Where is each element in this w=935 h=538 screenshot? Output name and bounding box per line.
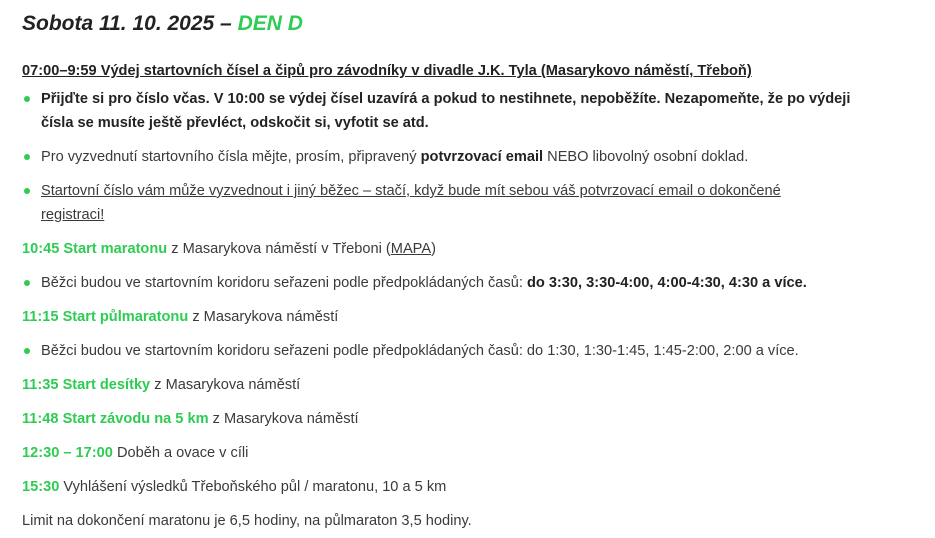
finish-row bbox=[22, 441, 248, 465]
bullet-text-part: Pro vyzvednutí startovního čísla mějte, prosím, připravený bbox=[41, 149, 421, 165]
awards-row bbox=[22, 475, 446, 499]
pickup-heading bbox=[22, 59, 752, 83]
day-date: Sobota 11. 10. 2025 bbox=[22, 12, 215, 35]
awards-time: 15:30 bbox=[22, 479, 60, 495]
half-row bbox=[22, 305, 338, 329]
bullet-text bbox=[41, 271, 882, 295]
pickup-bullet-2 bbox=[22, 145, 882, 169]
ten-time: 11:35 Start desítky bbox=[22, 377, 151, 393]
marathon-time: 10:45 Start maratonu bbox=[22, 241, 168, 257]
marathon-bullet bbox=[22, 271, 882, 295]
five-row bbox=[22, 407, 359, 431]
bullet-text-part: Běžci budou ve startovním koridoru seřazeni podle předpokládaných časů: bbox=[41, 275, 527, 291]
finish-time: 12:30 – 17:00 bbox=[22, 445, 113, 461]
bullet-dot-icon bbox=[24, 154, 30, 160]
finish-text: Doběh a ovace v cíli bbox=[112, 445, 249, 461]
bullet-text bbox=[41, 179, 882, 227]
half-text: z Masarykova náměstí bbox=[188, 309, 339, 325]
five-time: 11:48 Start závodu na 5 km bbox=[22, 411, 209, 427]
limit-note: Limit na dokončení maratonu je 6,5 hodiny, na půlmaraton 3,5 hodiny. bbox=[22, 513, 472, 529]
ten-row bbox=[22, 373, 300, 397]
day-label: DEN D bbox=[237, 12, 303, 35]
bullet-dot-icon bbox=[24, 96, 30, 102]
marathon-row bbox=[22, 237, 436, 261]
map-link[interactable]: MAPA bbox=[390, 241, 432, 257]
bullet-line: registraci! bbox=[41, 207, 105, 223]
awards-text: Vyhlášení výsledků Třeboňského půl / maratonu, 10 a 5 km bbox=[59, 479, 447, 495]
bullet-dot-icon bbox=[24, 188, 30, 194]
bullet-dot-icon bbox=[24, 348, 30, 354]
pickup-time: 07:00–9:59 bbox=[22, 63, 97, 79]
marathon-text: z Masarykova náměstí v Třeboni ( bbox=[167, 241, 391, 257]
ten-text: z Masarykova náměstí bbox=[150, 377, 301, 393]
bullet-text: Běžci budou ve startovním koridoru seřazeni podle předpokládaných časů: do 1:30, 1:30-1:45, 1:45-2:00, 2:00 a více. bbox=[41, 343, 799, 359]
day-heading bbox=[22, 12, 303, 36]
pickup-bullet-3 bbox=[22, 179, 882, 227]
bullet-text-bold: potvrzovací email bbox=[420, 149, 544, 165]
marathon-text-end: ) bbox=[431, 241, 436, 257]
bullet-text-part: NEBO libovolný osobní doklad. bbox=[543, 149, 749, 165]
five-text: z Masarykova náměstí bbox=[208, 411, 359, 427]
pickup-text: Výdej startovních čísel a čipů pro závodníky v divadle J.K. Tyla (Masarykovo náměstí, Třeboň) bbox=[96, 63, 752, 79]
bullet-dot-icon bbox=[24, 280, 30, 286]
bullet-text-bold: do 3:30, 3:30-4:00, 4:00-4:30, 4:30 a více. bbox=[526, 275, 807, 291]
bullet-line: Přijďte si pro číslo včas. V 10:00 se výdej čísel uzavírá a pokud to nestihnete, nepoběžíte. Nezapomeňte, že po výdeji bbox=[41, 91, 851, 107]
bullet-line: Startovní číslo vám může vyzvednout i jiný běžec – stačí, když bude mít sebou váš potvrzovací email o dokončené bbox=[41, 183, 781, 199]
day-separator: – bbox=[214, 12, 238, 35]
bullet-text bbox=[41, 145, 882, 169]
bullet-text bbox=[41, 87, 882, 135]
half-bullet bbox=[22, 339, 882, 363]
half-time: 11:15 Start půlmaratonu bbox=[22, 309, 189, 325]
pickup-bullet-1 bbox=[22, 87, 882, 135]
bullet-line: čísla se musíte ještě převléct, odskočit si, vyfotit se atd. bbox=[41, 115, 429, 131]
